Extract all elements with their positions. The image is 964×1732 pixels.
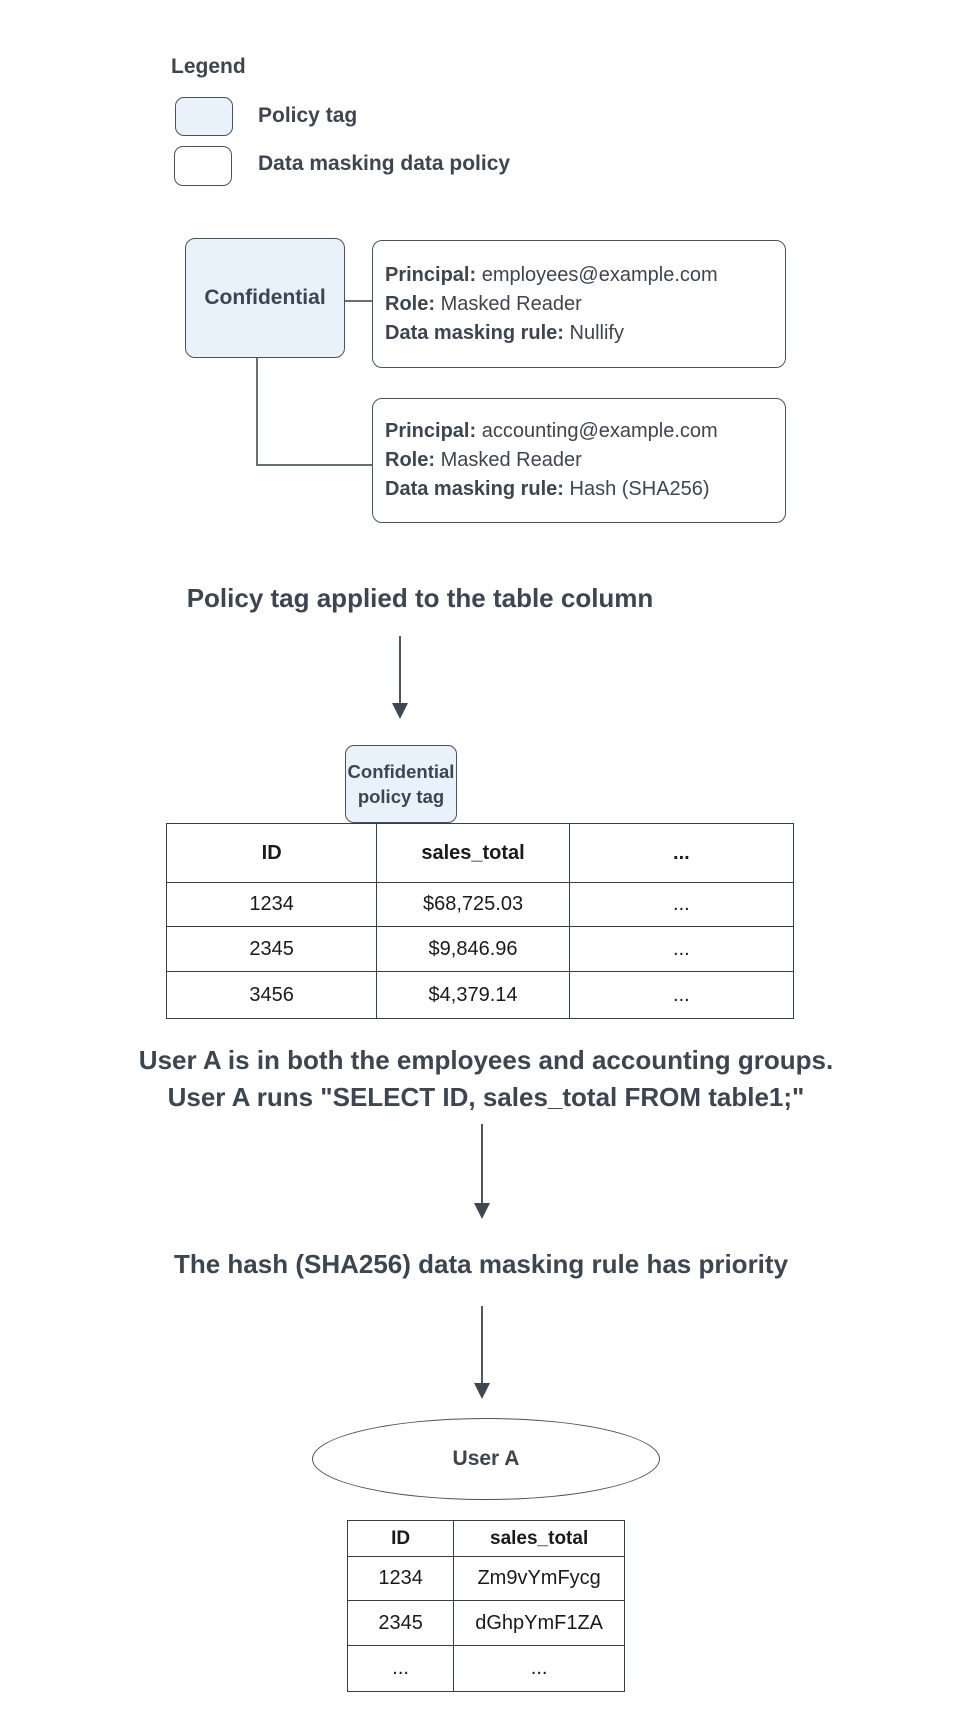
table-cell: 3456: [167, 972, 377, 1018]
original-table: [166, 823, 794, 1019]
masked-table: [347, 1520, 625, 1692]
tag-line2: policy tag: [357, 786, 445, 807]
table-row: [348, 1557, 624, 1601]
data-policy-swatch: [174, 146, 232, 186]
rule-label: Data masking rule:: [385, 478, 564, 500]
table-cell: dGhpYmF1ZA: [454, 1601, 624, 1646]
table-cell: $68,725.03: [377, 883, 569, 927]
table-row: [348, 1601, 624, 1646]
table-header-cell: ID: [167, 824, 377, 883]
down-arrow-head-icon: [474, 1383, 490, 1399]
table-header-cell: ...: [570, 824, 793, 883]
table-cell: $4,379.14: [377, 972, 569, 1018]
table-cell: 1234: [167, 883, 377, 927]
caption-hash-priority: The hash (SHA256) data masking rule has priority: [173, 1249, 789, 1279]
role-value: Masked Reader: [440, 292, 582, 315]
down-arrow-icon: [399, 636, 401, 703]
user-a-node: User A: [312, 1418, 660, 1500]
legend-item-policy-tag: Policy tag: [258, 104, 358, 127]
policy-tag-swatch: [175, 97, 233, 136]
tag-line1: Confidential: [347, 761, 455, 782]
down-arrow-icon: [481, 1306, 483, 1383]
down-arrow-head-icon: [474, 1203, 490, 1219]
policy-principal-line: [385, 417, 773, 446]
role-label: Role:: [385, 292, 435, 315]
down-arrow-icon: [481, 1124, 483, 1203]
table-row: [167, 927, 793, 972]
table-header-cell: sales_total: [377, 824, 569, 883]
connector-elbow-horizontal: [256, 464, 372, 466]
principal-value: accounting@example.com: [481, 420, 718, 442]
table-cell: Zm9vYmFycg: [454, 1557, 624, 1601]
caption-policy-tag-applied: Policy tag applied to the table column: [186, 583, 654, 613]
table-header-row: [348, 1521, 624, 1557]
table-cell: 2345: [348, 1601, 454, 1646]
table-row: [348, 1646, 624, 1691]
table-cell: ...: [530, 1657, 548, 1679]
confidential-policy-tag-node: Confidential: [185, 238, 345, 358]
policy-rule-line: [385, 319, 773, 348]
role-value: Masked Reader: [440, 449, 582, 471]
caption-user-groups-line1: User A is in both the employees and accounting groups.: [138, 1045, 834, 1075]
table-header-cell: sales_total: [454, 1521, 624, 1557]
table-row: [167, 883, 793, 927]
legend-item-data-policy: Data masking data policy: [258, 152, 511, 175]
rule-value: Hash (SHA256): [569, 478, 710, 500]
down-arrow-head-icon: [392, 703, 408, 719]
principal-label: Principal:: [385, 263, 477, 286]
policy-rule-line: [385, 475, 773, 504]
role-label: Role:: [385, 449, 435, 471]
policy-principal-line: [385, 261, 773, 290]
data-policy-box-accounting: [372, 398, 786, 523]
caption-user-groups: [32, 1042, 940, 1116]
connector-confidential-to-policy1: [345, 300, 372, 302]
policy-role-line: [385, 290, 773, 319]
rule-value: Nullify: [569, 321, 624, 344]
policy-role-line: [385, 446, 773, 475]
table-cell: ...: [673, 983, 690, 1006]
table-row: [167, 972, 793, 1018]
table-cell: 2345: [167, 927, 377, 972]
table-header-cell: ID: [348, 1521, 454, 1557]
table-cell: 1234: [348, 1557, 454, 1601]
table-cell: ...: [570, 927, 793, 972]
table-header-row: [167, 824, 793, 883]
principal-value: employees@example.com: [481, 263, 718, 286]
table-cell: ...: [570, 883, 793, 927]
connector-elbow-vertical: [256, 358, 258, 465]
table-cell: ...: [348, 1646, 454, 1691]
confidential-policy-tag-callout: [345, 745, 457, 823]
data-policy-box-employees: [372, 240, 786, 368]
caption-user-groups-line2: User A runs "SELECT ID, sales_total FROM table1;": [167, 1082, 805, 1112]
table-cell: $9,846.96: [377, 927, 569, 972]
legend-title: Legend: [171, 55, 246, 78]
principal-label: Principal:: [385, 420, 477, 442]
rule-label: Data masking rule:: [385, 321, 564, 344]
